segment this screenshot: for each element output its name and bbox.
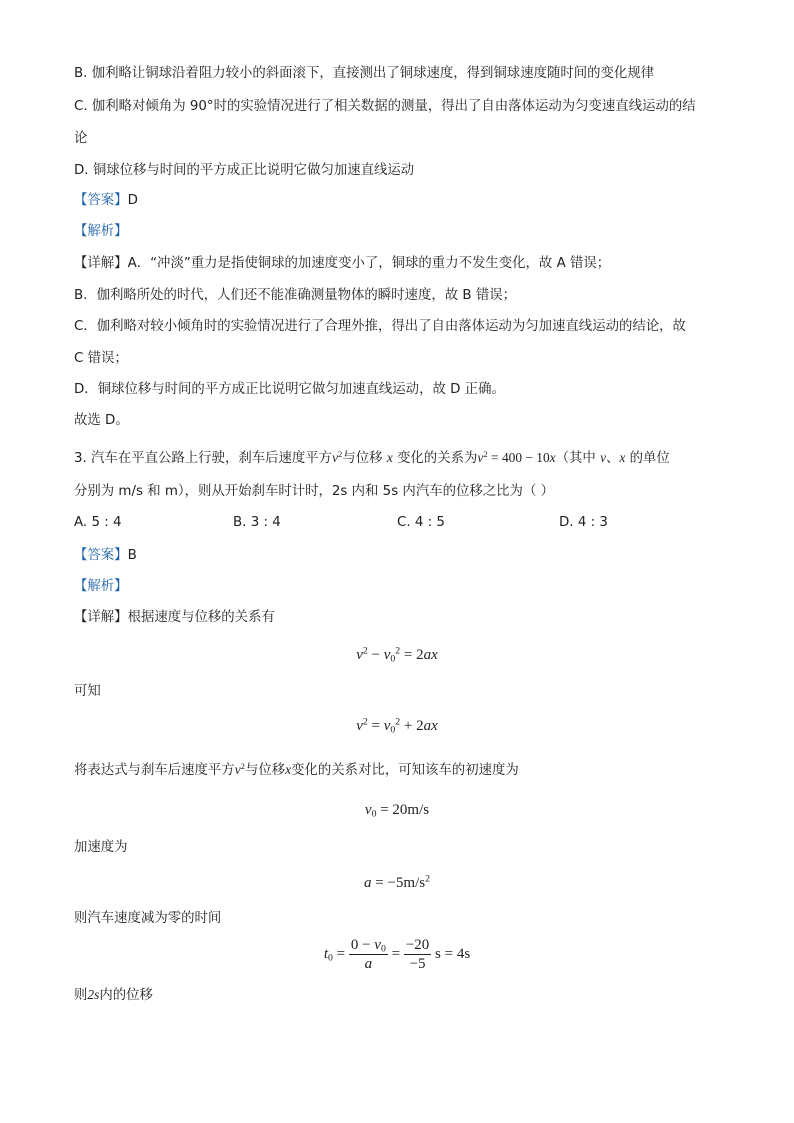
eq2-x: x (431, 718, 438, 734)
q3-rel: 400 − 10 (501, 450, 550, 465)
q3-x: x (386, 450, 393, 465)
q3-text-c: 变化的关系为 (397, 451, 478, 466)
answer-tag: 【答案】 (74, 193, 128, 208)
eqv0-value: 20m/s (392, 802, 430, 818)
q3-text-f: 的单位 (629, 451, 670, 466)
time-line: 则汽车速度减为零的时间 (74, 911, 222, 926)
eq1-two: 2 (416, 647, 424, 663)
q3-text-a: 3. 汽车在平直公路上行驶，刹车后速度平方 (74, 451, 333, 466)
eq2-two: 2 (416, 718, 424, 734)
disp-text-b: 内的位移 (99, 988, 153, 1003)
eq1-v0: v (383, 647, 391, 663)
answer-line-1 (74, 191, 734, 211)
option-c-text-line2: 论 (74, 131, 88, 146)
cmp-text-a: 将表达式与刹车后速度平方 (74, 763, 235, 778)
eqt0-num-v: v (374, 937, 381, 953)
q3-sq: 2 (338, 449, 343, 460)
detail-line-4: C 错误； (74, 351, 128, 366)
answer-value: D (127, 193, 138, 208)
eqt0-den-2: −5 (409, 956, 426, 972)
detail-line-5: D．铜球位移与时间的平方成正比说明它做匀加速直线运动，故 D 正确。 (74, 382, 505, 397)
detail-text-a: A．“冲淡”重力是指使铜球的加速度变小了，铜球的重力不发生变化，故 A 错误； (127, 256, 611, 271)
eqt0-num-sub: 0 (380, 943, 386, 955)
detail-line-6 (74, 608, 734, 628)
eqt0-num-1 (349, 936, 388, 955)
eq1-a: a (423, 647, 432, 663)
detail-text-6: 根据速度与位移的关系有 (127, 610, 275, 625)
eq2-sq2: 2 (395, 716, 401, 728)
answer-line-2 (74, 546, 734, 566)
answer-tag-2: 【答案】 (74, 548, 128, 563)
disp-2s: 2s (87, 987, 100, 1002)
eqt0-num-2: −20 (405, 937, 430, 953)
disp-line (74, 985, 734, 1006)
cmp-sq: 2 (240, 761, 245, 772)
q3-v: v (332, 450, 339, 465)
eqa-sq: 2 (425, 873, 430, 885)
eq1-sq2: 2 (395, 645, 401, 657)
question-3-line-2: 分别为 m/s 和 m），则从开始刹车时计时，2s 内和 5s 内汽车的位移之比为（ ） (74, 484, 554, 499)
equation-1: $v^2 - v_0^2 = 2ax$ (356, 645, 438, 665)
q3-text-b: 与位移 (342, 451, 383, 466)
equation-a: $a = -5m/s^2$ (364, 873, 430, 891)
eq2-a: a (423, 718, 432, 734)
q3-x3: x (619, 450, 626, 465)
eqt0-t: t (323, 945, 328, 962)
option-b: B. 3 : 4 (233, 515, 281, 530)
option-a: A. 5 : 4 (74, 515, 122, 530)
equation-2: $v^2 = v_0^2 + 2ax$ (356, 716, 438, 736)
eq1-sq: 2 (362, 645, 368, 657)
eqt0-sub: 0 (327, 952, 333, 964)
equation-t0: $t_0$ = $\frac{0 - v_0}{a}$ = $\frac{-20}{-5}$ s = 4s (323, 937, 471, 972)
eq2-sq: 2 (362, 716, 368, 728)
q3-x2: x (549, 450, 556, 465)
eq2-v: v (356, 718, 363, 734)
detail-tag: 【详解】 (74, 256, 128, 271)
question-3-line-1: 3. 汽车在平直公路上行驶，刹车后速度平方$v^2$与位移 x 变化的关系为$v^2 = 400 - 10x$（其中 v、x 的单位 (74, 449, 670, 466)
equation-v0: $v_0 = 20m/s$ (364, 802, 430, 820)
eq1-x: x (431, 647, 438, 663)
compare-line (74, 760, 734, 781)
eqv0-sub: 0 (371, 808, 377, 820)
acc-line: 加速度为 (74, 840, 128, 855)
detail-line-2: B．伽利略所处的时代，人们还不能准确测量物体的瞬时速度，故 B 错误； (74, 288, 516, 303)
eqt0-num-a: 0 − (350, 937, 375, 953)
q3-text-d: （其中 (555, 451, 596, 466)
q3-v2: v (477, 450, 484, 465)
eq2-sub0: 0 (390, 724, 396, 736)
q3-text-e: 、 (606, 451, 620, 466)
eq2-v0: v (383, 718, 391, 734)
select-line-1: 故选 D。 (74, 413, 129, 428)
kezhi-line: 可知 (74, 684, 101, 699)
detail-line-3: C．伽利略对较小倾角时的实验情况进行了合理外推，得出了自由落体运动为匀加速直线运动的结论，故 (74, 319, 686, 334)
option-b-text: B. 伽利略让铜球沿着阻力较小的斜面滚下，直接测出了铜球速度，得到铜球速度随时间的变化规律 (74, 66, 655, 81)
eq1-v: v (356, 647, 363, 663)
eqt0-frac-2 (404, 936, 431, 973)
option-c: C. 4 : 5 (397, 515, 445, 530)
q3-v3: v (600, 450, 607, 465)
option-d: D. 4 : 3 (559, 515, 608, 530)
eqa-a: a (364, 875, 372, 891)
eqa-value: −5m/s (387, 875, 426, 891)
cmp-text-b: 与位移 (245, 763, 286, 778)
option-c-text-line1: C. 伽利略对倾角为 90°时的实验情况进行了相关数据的测量，得出了自由落体运动为匀变速直线运动的结 (74, 99, 696, 114)
disp-text-a: 则 (74, 988, 88, 1003)
detail-tag-2: 【详解】 (74, 610, 128, 625)
cmp-v: v (234, 762, 241, 777)
explanation-tag-1: 【解析】 (74, 224, 128, 239)
answer-value-2: B (127, 548, 137, 563)
eqv0-v: v (364, 802, 372, 818)
eqt0-tail: s = 4s (435, 945, 471, 962)
eq1-sub0: 0 (390, 653, 396, 665)
cmp-x: x (285, 762, 292, 777)
cmp-text-c: 变化的关系对比，可知该车的初速度为 (291, 763, 519, 778)
explanation-tag-2: 【解析】 (74, 579, 128, 594)
q3-sq2: 2 (483, 449, 488, 460)
eqt0-den-1: a (364, 956, 373, 972)
eqt0-frac-1 (349, 936, 388, 973)
detail-line-1 (74, 254, 734, 274)
option-d-text: D. 铜球位移与时间的平方成正比说明它做匀加速直线运动 (74, 163, 415, 178)
